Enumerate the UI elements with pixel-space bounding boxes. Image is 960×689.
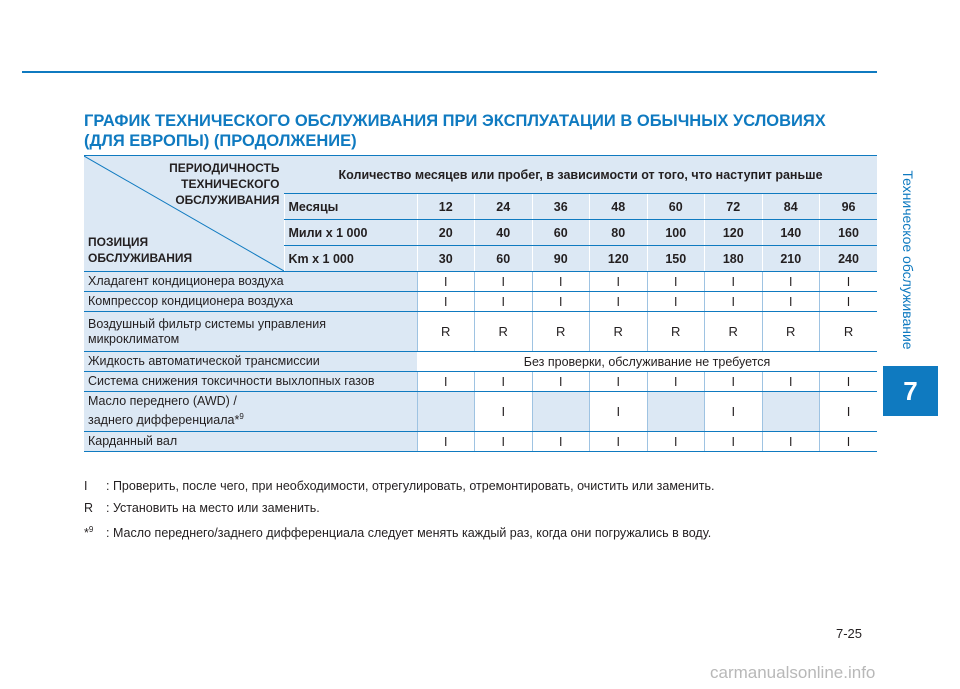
maintenance-action-cell: R xyxy=(705,312,763,352)
title-line-1: ГРАФИК ТЕХНИЧЕСКОГО ОБСЛУЖИВАНИЯ ПРИ ЭКСПЛУАТАЦИИ В ОБЫЧНЫХ УСЛОВИЯХ xyxy=(84,112,826,130)
table-row xyxy=(84,392,877,432)
maintenance-action-cell: I xyxy=(417,372,475,392)
maintenance-action-cell: I xyxy=(705,372,763,392)
maintenance-action-cell: I xyxy=(762,372,820,392)
note-text: : Проверить, после чего, при необходимости, отрегулировать, отремонтировать, очистить или заменить. xyxy=(106,479,715,493)
interval-row-label: Km x 1 000 xyxy=(284,246,417,272)
maintenance-action-cell: I xyxy=(417,272,475,292)
maintenance-action-cell: I xyxy=(475,372,533,392)
maintenance-action-cell: R xyxy=(762,312,820,352)
interval-value: 240 xyxy=(820,246,878,272)
maintenance-action-cell: I xyxy=(705,392,763,432)
maintenance-action-cell: I xyxy=(475,432,533,452)
interval-value: 80 xyxy=(590,220,648,246)
interval-value: 140 xyxy=(762,220,820,246)
maintenance-item-name: Хладагент кондиционера воздуха xyxy=(84,272,417,292)
interval-value: 30 xyxy=(417,246,475,272)
maintenance-action-cell: R xyxy=(590,312,648,352)
table-row xyxy=(84,292,877,312)
maintenance-action-cell: I xyxy=(590,372,648,392)
maintenance-item-name: Система снижения токсичности выхлопных газов xyxy=(84,372,417,392)
maintenance-action-cell: I xyxy=(762,292,820,312)
title-line-2: (ДЛЯ ЕВРОПЫ) (ПРОДОЛЖЕНИЕ) xyxy=(84,132,357,150)
maintenance-action-cell: I xyxy=(820,432,878,452)
corner-interval-label: ПЕРИОДИЧНОСТЬ ТЕХНИЧЕСКОГО ОБСЛУЖИВАНИЯ xyxy=(169,161,280,207)
table-row xyxy=(84,352,877,372)
maintenance-action-cell: I xyxy=(475,272,533,292)
maintenance-action-cell xyxy=(762,392,820,432)
maintenance-action-cell: I xyxy=(647,272,705,292)
table-row xyxy=(84,272,877,292)
maintenance-action-cell: R xyxy=(475,312,533,352)
maintenance-action-cell: R xyxy=(417,312,475,352)
interval-value: 180 xyxy=(705,246,763,272)
maintenance-item-name: Карданный вал xyxy=(84,432,417,452)
page-title xyxy=(84,111,874,151)
maintenance-action-cell: I xyxy=(532,272,590,292)
note-footnote-9 xyxy=(84,519,864,544)
interval-value: 120 xyxy=(705,220,763,246)
interval-value: 60 xyxy=(475,246,533,272)
maintenance-action-cell: R xyxy=(820,312,878,352)
maintenance-item-name: Масло переднего (AWD) / заднего дифференциала*$^9$ xyxy=(84,392,417,432)
interval-value: 150 xyxy=(647,246,705,272)
interval-description: Количество месяцев или пробег, в зависимости от того, что наступит раньше xyxy=(284,156,877,194)
maintenance-action-cell: R xyxy=(647,312,705,352)
maintenance-action-cell: I xyxy=(590,292,648,312)
note-replace xyxy=(84,497,864,519)
note-inspect xyxy=(84,475,864,497)
interval-value: 72 xyxy=(705,194,763,220)
interval-value: 48 xyxy=(590,194,648,220)
table-row xyxy=(84,432,877,452)
maintenance-table xyxy=(84,155,877,452)
maintenance-action-cell: I xyxy=(532,432,590,452)
interval-value: 24 xyxy=(475,194,533,220)
maintenance-item-name: Жидкость автоматической трансмиссии xyxy=(84,352,417,372)
interval-value: 210 xyxy=(762,246,820,272)
section-side-label-text: Техническое обслуживание xyxy=(900,170,916,350)
maintenance-action-cell: I xyxy=(417,292,475,312)
note-text: : Установить на место или заменить. xyxy=(106,501,320,515)
maintenance-item-name: Компрессор кондиционера воздуха xyxy=(84,292,417,312)
maintenance-action-cell: I xyxy=(532,372,590,392)
interval-value: 36 xyxy=(532,194,590,220)
top-rule xyxy=(22,71,877,73)
interval-row-label: Мили x 1 000 xyxy=(284,220,417,246)
note-key: R xyxy=(84,501,94,515)
interval-value: 20 xyxy=(417,220,475,246)
corner-item-label: ПОЗИЦИЯ ОБСЛУЖИВАНИЯ xyxy=(88,235,193,265)
chapter-tab: 7 xyxy=(883,366,938,416)
maintenance-action-cell: I xyxy=(820,292,878,312)
maintenance-action-cell: I xyxy=(705,292,763,312)
maintenance-action-cell: I xyxy=(590,392,648,432)
table-row xyxy=(84,312,877,352)
not-required-note: Без проверки, обслуживание не требуется xyxy=(417,352,877,372)
interval-value: 100 xyxy=(647,220,705,246)
maintenance-action-cell: I xyxy=(647,432,705,452)
interval-value: 60 xyxy=(647,194,705,220)
table-corner-header xyxy=(84,156,284,272)
maintenance-action-cell xyxy=(647,392,705,432)
interval-value: 160 xyxy=(820,220,878,246)
maintenance-action-cell: I xyxy=(820,372,878,392)
table-row xyxy=(84,372,877,392)
watermark: carmanualsonline.info xyxy=(710,663,876,682)
interval-value: 120 xyxy=(590,246,648,272)
page-number: 7-25 xyxy=(836,626,863,641)
interval-value: 40 xyxy=(475,220,533,246)
interval-value: 60 xyxy=(532,220,590,246)
maintenance-action-cell: I xyxy=(475,392,533,432)
note-key: I xyxy=(84,479,88,493)
maintenance-action-cell: I xyxy=(820,392,878,432)
maintenance-action-cell: I xyxy=(705,272,763,292)
maintenance-action-cell: I xyxy=(417,432,475,452)
note-text: : Масло переднего/заднего дифференциала следует менять каждый раз, когда они погружались в воду. xyxy=(106,526,712,541)
maintenance-action-cell: I xyxy=(705,432,763,452)
maintenance-action-cell: I xyxy=(590,272,648,292)
interval-value: 12 xyxy=(417,194,475,220)
legend-notes xyxy=(84,475,864,544)
interval-row-label: Месяцы xyxy=(284,194,417,220)
maintenance-action-cell: I xyxy=(475,292,533,312)
maintenance-action-cell: I xyxy=(647,372,705,392)
interval-value: 96 xyxy=(820,194,878,220)
maintenance-action-cell: R xyxy=(532,312,590,352)
section-side-label xyxy=(888,155,928,365)
interval-value: 90 xyxy=(532,246,590,272)
maintenance-action-cell: I xyxy=(590,432,648,452)
maintenance-action-cell xyxy=(532,392,590,432)
interval-value: 84 xyxy=(762,194,820,220)
note-key: *$^9$ xyxy=(84,525,94,541)
maintenance-action-cell: I xyxy=(532,292,590,312)
maintenance-action-cell: I xyxy=(762,432,820,452)
maintenance-action-cell: I xyxy=(762,272,820,292)
maintenance-action-cell: I xyxy=(647,292,705,312)
maintenance-action-cell xyxy=(417,392,475,432)
maintenance-action-cell: I xyxy=(820,272,878,292)
maintenance-item-name: Воздушный фильтр системы управления микроклиматом xyxy=(84,312,417,352)
